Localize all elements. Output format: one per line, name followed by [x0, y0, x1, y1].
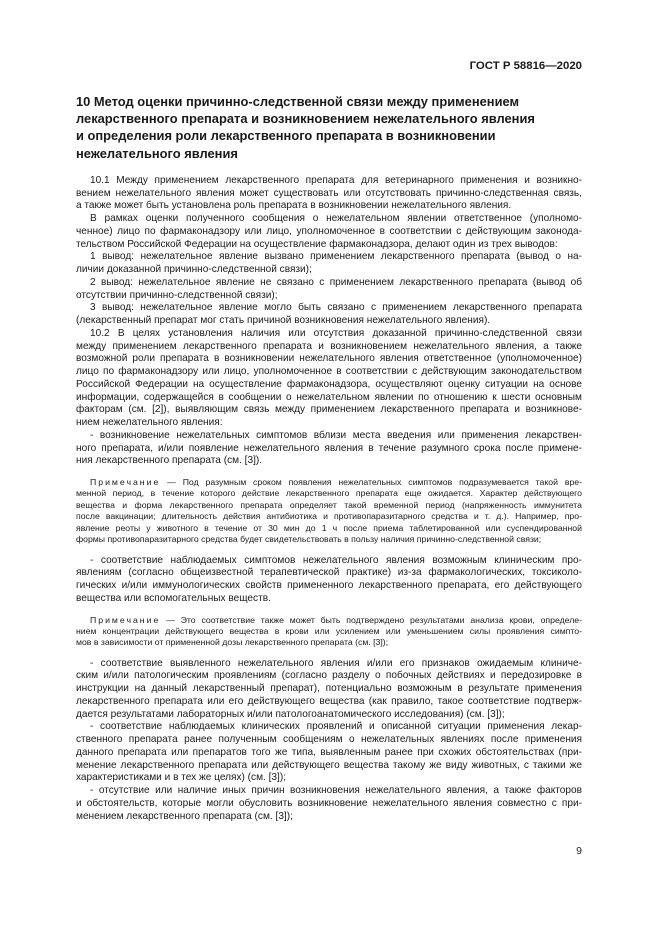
note-line: после вакцинации; длительность действия антибиотика и противопаразитарного средства и т. д.). Например, про- [76, 511, 582, 522]
paragraph [76, 430, 582, 468]
heading-line: 10 Метод оценки причинно-следственной связи между применением [76, 94, 520, 109]
note-line: вещества и форма лекарственного препарата определяет такой временной период (напряженность иммунитета [76, 499, 582, 510]
text-line: - возникновение нежелательных симптомов вблизи места введения или применения лекарствен- [90, 429, 582, 441]
text-line: гических и/или иммунологических свойств примененного лекарственного препарата, его действующего [76, 580, 582, 591]
text-line: ния лекарственного препарата (см. [3]). [76, 455, 263, 467]
note-line [76, 477, 582, 488]
paragraph [76, 251, 582, 277]
note-line: мов в зависимости от примененной дозы лекарственного препарата (см. [3]); [76, 637, 389, 648]
text-line: вещества или вспомогательных веществ. [76, 592, 271, 604]
note [76, 615, 582, 649]
note-line [76, 615, 582, 626]
text-line: 1 вывод: нежелательное явление вызвано применением лекарственного препарата (вывод о на- [90, 251, 582, 263]
standard-id: ГОСТ Р 58816—2020 [469, 60, 582, 72]
note-line: менной период, в течение которого действие лекарственного препарата еще ожидается. Характер действующего [76, 488, 582, 499]
text-line: между применением лекарственного препарата и возникновением нежелательного явления, а также [76, 340, 582, 352]
paragraph [76, 658, 582, 722]
note-label: Примечание [90, 614, 161, 625]
heading-line: лекарственного препарата и возникновением нежелательного явления [76, 111, 535, 127]
text-line: дается результатами лабораторных и/или патологоанатомического исследования) (см. [3]); [76, 708, 505, 720]
text-line: менением лекарственного препарата (см. [3]); [76, 810, 293, 822]
text-line: - соответствие наблюдаемых симптомов нежелательного явления возможным клиническим про- [90, 554, 582, 566]
text-line: характеристиками и в тех же целях) (см. [3]); [76, 772, 287, 784]
note [76, 477, 582, 545]
text-line: нием нежелательного явления: [76, 417, 223, 429]
heading-line: и определения роли лекарственного препарата в возникновении [76, 128, 496, 144]
text-line: лекарственного препарата или его действующего вещества (как правило, такое соответствие подтверж- [76, 695, 582, 707]
paragraph [76, 277, 582, 303]
page-number: 9 [576, 845, 582, 857]
text-line: 3 вывод: нежелательное явление могло быть связано с применением лекарственного препарата [90, 302, 582, 314]
note-text: — Это соответствие также может быть подтверждено результатами анализа крови, определе- [160, 614, 582, 625]
text-line: личии доказанной причинно-следственной связи); [76, 264, 312, 276]
paragraph [76, 175, 582, 213]
page-content [76, 93, 582, 823]
text-line: 2 вывод: нежелательное явление не связано с применением лекарственного препарата (вывод об [90, 276, 582, 288]
text-line: - соответствие выявленного нежелательного явления и/или его признаков ожидаемым клиниче- [90, 657, 582, 669]
text-line: 10.1 Между применением лекарственного препарата для ветеринарного применения и возникно- [90, 174, 582, 186]
text-line: - соответствие наблюдаемых клинических проявлений и описанной ситуации применения лекар- [90, 721, 582, 733]
text-line: менение лекарственного препарата или действующего вещества такому же виду животных, с такими же [76, 759, 582, 771]
text-line: и обстоятельств, которые могли обусловить возникновение нежелательного явления совместно с при- [76, 797, 582, 809]
note-line: формы противопаразитарного средства будет свидетельствовать в пользу наличия причинно-следственной связи; [76, 534, 542, 545]
text-line: 10.2 В целях установления наличия или отсутствия доказанной причинно-следственной связи [90, 327, 582, 339]
paragraph [76, 328, 582, 430]
text-line: информации, содержащейся в сообщении о нежелательном явлении по отношению к шести основным [76, 391, 582, 403]
text-line: данного препарата или препаратов того же типа, выявленным ранее при схожих обстоятельствах (при- [76, 746, 582, 758]
note-line: нием концентрации действующего вещества в крови или усилением или уменьшением силы проявления симпто- [76, 625, 582, 636]
note-text: — Под разумным сроком появления нежелательных симптомов подразумевается такой вре- [160, 477, 582, 488]
text-line: (лекарственный препарат мог стать причиной возникновения нежелательного явления). [76, 315, 491, 327]
text-line: факторам (см. [2]), выявляющим связь между применением лекарственного препарата и возникнове- [76, 404, 582, 416]
text-line: отсутствии причинно-следственной связи); [76, 289, 278, 301]
text-line: - отсутствие или наличие иных причин возникновения нежелательного явления, а также факторов [90, 785, 582, 797]
text-line: инструкции на данный лекарственный препарат), потенциально возможным в результате применения [76, 683, 582, 695]
note-label: Примечание [90, 477, 161, 488]
text-line: ного препарата, и/или появление нежелательного явления в течение разумного срока после примене- [76, 442, 582, 454]
text-line: лицо по фармаконадзору или лицо, уполномоченное в соответствии с действующим законодательством [76, 366, 582, 378]
paragraph [76, 555, 582, 606]
text-line: ченное) лицо по фармаконадзору или лицо, уполномоченное в соответствии с действующим законода- [76, 225, 582, 237]
heading-line: нежелательного явления [76, 145, 238, 161]
text-line: тельством Российской Федерации на осуществление фармаконадзора, делают один из трех выводов: [76, 238, 558, 250]
paragraph [76, 721, 582, 785]
text-line: явлениям (согласно общеизвестной терапевтической практике) из-за фармакологических, токсиколо- [76, 567, 582, 579]
paragraph [76, 785, 582, 823]
section-heading [76, 93, 582, 162]
text-line: а также может быть установлена роль препарата в возникновении нежелательного явления. [76, 200, 512, 212]
paragraph [76, 213, 582, 251]
note-line: явление реоты у животного в течение от 30 мин до 1 ч после приема таблетированной или суспендированной [76, 522, 582, 533]
text-line: вением нежелательного явления может существовать или отсутствовать причинно-следственная связь, [76, 187, 582, 199]
text-line: В рамках оценки полученного сообщения о нежелательном явлении ответственное (уполномо- [90, 213, 582, 225]
text-line: ственного препарата ранее полученным сообщениям о нежелательных явлениях после применения [76, 734, 582, 746]
text-line: возможной роли препарата в возникновении нежелательного явления ответственное (уполномоченное) [76, 353, 582, 365]
text-line: ским и/или патологическим проявлениям (согласно разделу о побочных действиях и передозировке в [76, 670, 582, 682]
text-line: Российской Федерации на осуществление фармаконадзора, осуществляют оценку ситуации на основе [76, 378, 582, 390]
paragraph [76, 302, 582, 328]
